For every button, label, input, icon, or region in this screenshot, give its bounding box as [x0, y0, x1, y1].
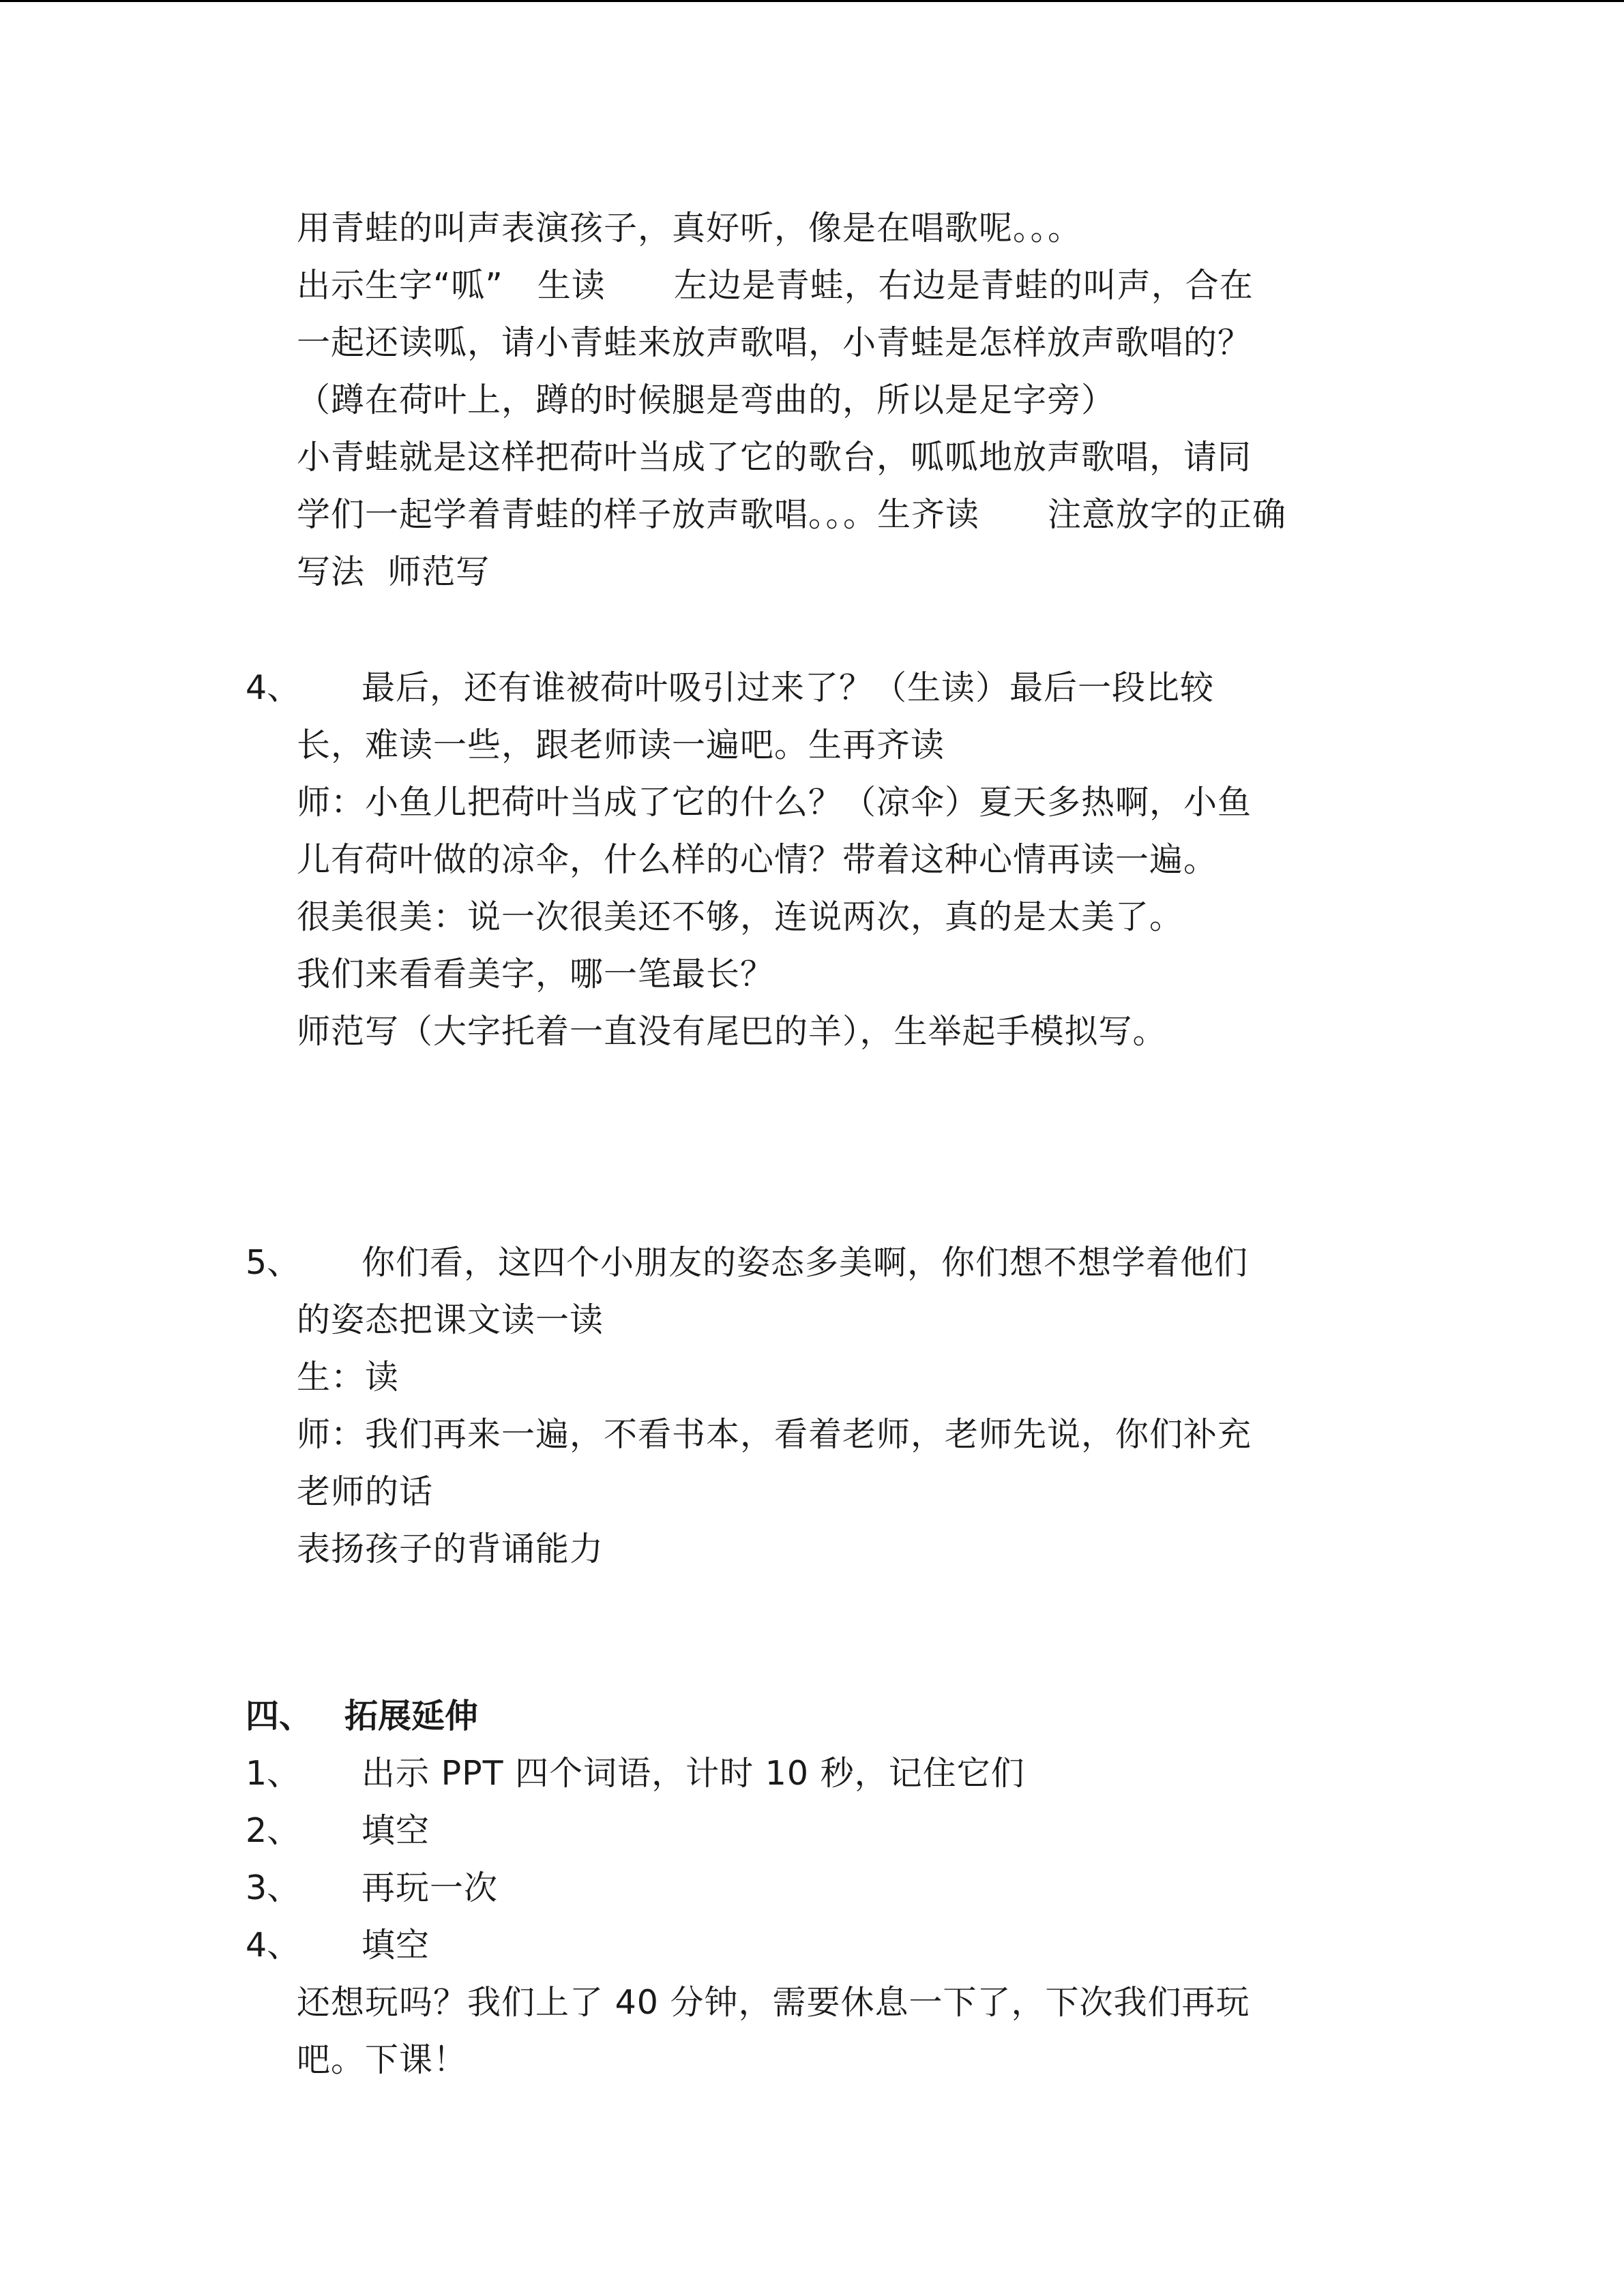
paragraph-line: 很美很美：说一次很美还不够，连说两次，真的是太美了。 — [297, 897, 1184, 936]
paragraph-line: 师范写（大字托着一直没有尾巴的羊），生举起手模拟写。 — [297, 1012, 1167, 1051]
list-number: 3、 — [246, 1868, 301, 1907]
paragraph-line: 生：读 — [297, 1358, 400, 1397]
list-number: 4、 — [246, 1926, 301, 1965]
paragraph-line: 长，难读一些，跟老师读一遍吧。生再齐读 — [297, 726, 945, 764]
paragraph-line: （蹲在荷叶上，蹲的时候腿是弯曲的，所以是足字旁） — [297, 381, 1116, 419]
list-number: 5、 — [246, 1243, 301, 1282]
paragraph-line: 吧。下课！ — [297, 2040, 468, 2079]
list-item-text: 填空 — [361, 1811, 430, 1850]
paragraph-line: 老师的话 — [297, 1472, 434, 1511]
list-number: 1、 — [246, 1754, 301, 1793]
paragraph-line: 一起还读呱，请小青蛙来放声歌唱，小青蛙是怎样放声歌唱的？ — [297, 323, 1252, 362]
section-heading: 拓展延伸 — [344, 1697, 479, 1735]
list-item-text: 最后，还有谁被荷叶吸引过来了？（生读）最后一段比较 — [361, 668, 1215, 707]
list-item-text: 再玩一次 — [361, 1868, 499, 1907]
paragraph-line: 的姿态把课文读一读 — [297, 1300, 604, 1339]
list-item-text: 填空 — [361, 1926, 430, 1965]
paragraph-line: 用青蛙的叫声表演孩子，真好听，像是在唱歌呢。。。 — [297, 209, 1082, 248]
paragraph-line: 出示生字“呱” 生读 左边是青蛙，右边是青蛙的叫声，合在 — [297, 266, 1254, 305]
paragraph-line: 师：我们再来一遍，不看书本，看着老师，老师先说，你们补充 — [297, 1415, 1252, 1454]
section-number: 四、 — [246, 1697, 313, 1735]
list-number: 4、 — [246, 668, 301, 707]
list-item-text: 出示 PPT 四个词语，计时 10 秒，记住它们 — [361, 1754, 1025, 1793]
paragraph-line: 师：小鱼儿把荷叶当成了它的什么？（凉伞）夏天多热啊，小鱼 — [297, 783, 1252, 822]
paragraph-line: 写法 师范写 — [297, 552, 490, 591]
list-item-text: 你们看，这四个小朋友的姿态多美啊，你们想不想学着他们 — [361, 1243, 1249, 1282]
paragraph-line: 我们来看看美字，哪一笔最长？ — [297, 955, 775, 994]
paragraph-line: 小青蛙就是这样把荷叶当成了它的歌台，呱呱地放声歌唱，请同 — [297, 438, 1252, 477]
paragraph-line: 儿有荷叶做的凉伞，什么样的心情？带着这种心情再读一遍。 — [297, 840, 1218, 879]
paragraph-line: 表扬孩子的背诵能力 — [297, 1530, 604, 1568]
paragraph-line: 学们一起学着青蛙的样子放声歌唱。。。生齐读 注意放字的正确 — [297, 495, 1287, 534]
paragraph-line: 还想玩吗？我们上了 40 分钟，需要休息一下了，下次我们再玩 — [297, 1983, 1250, 2022]
list-number: 2、 — [246, 1811, 301, 1850]
